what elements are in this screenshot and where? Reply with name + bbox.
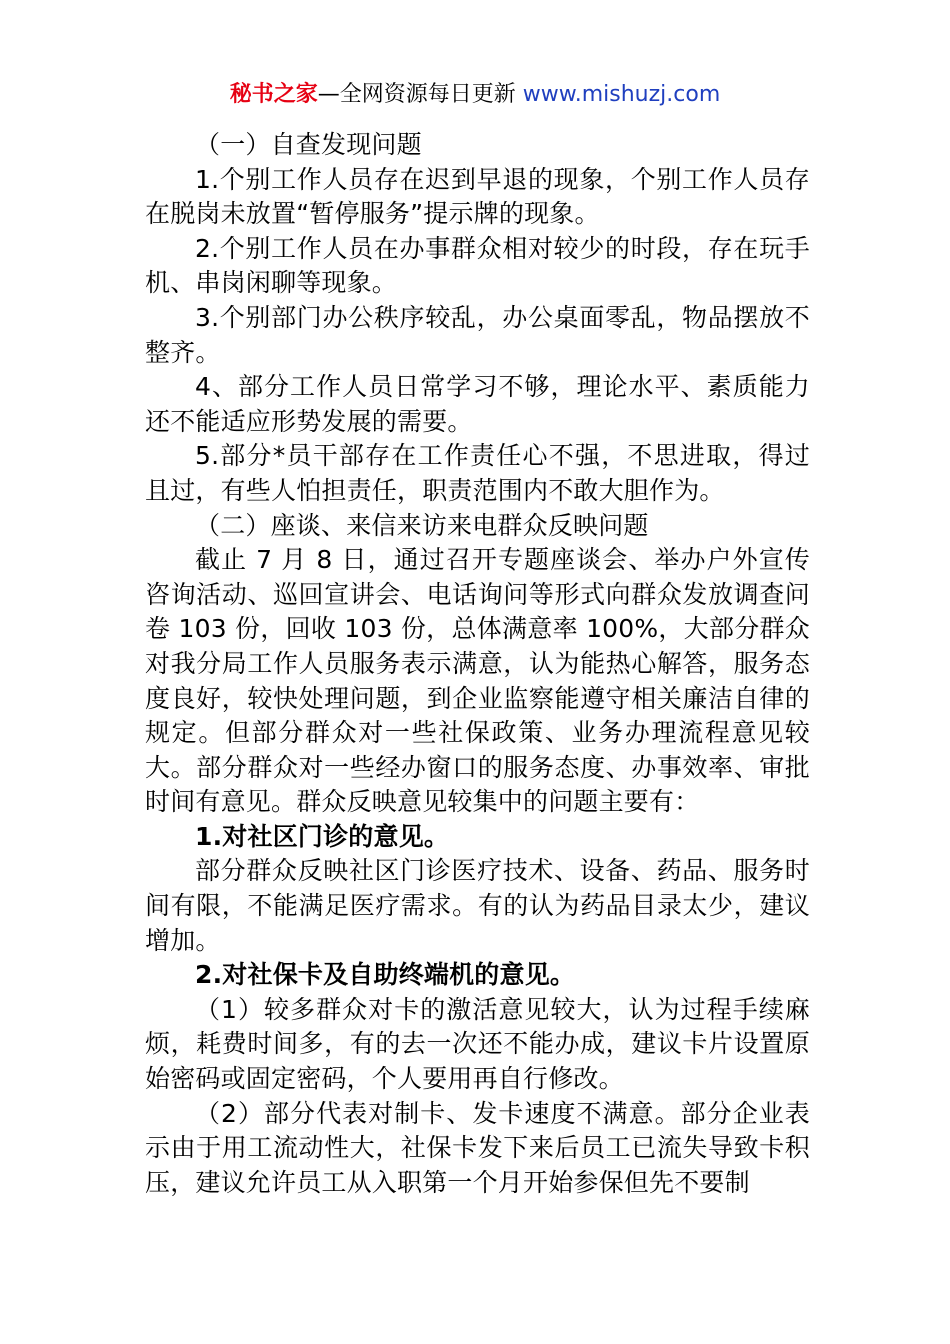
- paragraph-item-5: 5.部分*员干部存在工作责任心不强，不思进取，得过且过，有些人怕担责任，职责范围内不敢大胆作为。: [145, 441, 810, 505]
- paragraph-item-3: 3.个别部门办公秩序较乱，办公桌面零乱，物品摆放不整齐。: [145, 302, 810, 367]
- paragraph-clinic: 部分群众反映社区门诊医疗技术、设备、药品、服务时间有限，不能满足医疗需求。有的认为药品目录太少，建议增加。: [145, 856, 810, 955]
- paragraph-item-2: 2.个别工作人员在办事群众相对较少的时段，存在玩手机、串岗闲聊等现象。: [145, 233, 810, 298]
- subheading-clinic: 1.对社区门诊的意见。: [195, 821, 450, 851]
- paragraph-card-issuance: （2）部分代表对制卡、发卡速度不满意。部分企业表示由于用工流动性大，社保卡发下来后员工已流失导致卡积压，建议允许员工从入职第一个月开始参保但先不要制: [145, 1098, 810, 1197]
- paragraph-item-1: 1.个别工作人员存在迟到早退的现象，个别工作人员存在脱岗未放置“暂停服务”提示牌的现象。: [145, 164, 810, 229]
- section-heading-self-check: （一）自查发现问题: [195, 130, 422, 159]
- document-body: [145, 128, 810, 1200]
- header-slogan: —全网资源每日更新: [317, 82, 516, 107]
- paragraph-card-activation: （1）较多群众对卡的激活意见较大，认为过程手续麻烦，耗费时间多，有的去一次还不能办成，建议卡片设置原始密码或固定密码，个人要用再自行修改。: [145, 994, 810, 1094]
- paragraph-item-4: 4、部分工作人员日常学习不够，理论水平、素质能力还不能适应形势发展的需要。: [145, 372, 810, 436]
- header-site-link[interactable]: www.mishuzj.com: [515, 82, 721, 107]
- subheading-social-card: 2.对社保卡及自助终端机的意见。: [195, 960, 576, 990]
- page-header: [0, 80, 950, 110]
- section-heading-feedback: （二）座谈、来信来访来电群众反映问题: [195, 510, 649, 540]
- paragraph-survey-summary: 截止 7 月 8 日，通过召开专题座谈会、举办户外宣传咨询活动、巡回宣讲会、电话询问等形式向群众发放调查问卷 103 份，回收 103 份，总体满意率 100%，大部分群众对我分局工作人员服务表示满意，认为能热心解答，服务态度良好，较快处理问题，到企业监察能遵守相关廉洁自律的规定。但部分群众对一些社保政策、业务办理流程意见较大。部分群众对一些经办窗口的服务态度、办事效率、审批时间有意见。群众反映意见较集中的问题主要有：: [145, 545, 810, 817]
- header-brand: 秘书之家: [229, 82, 318, 107]
